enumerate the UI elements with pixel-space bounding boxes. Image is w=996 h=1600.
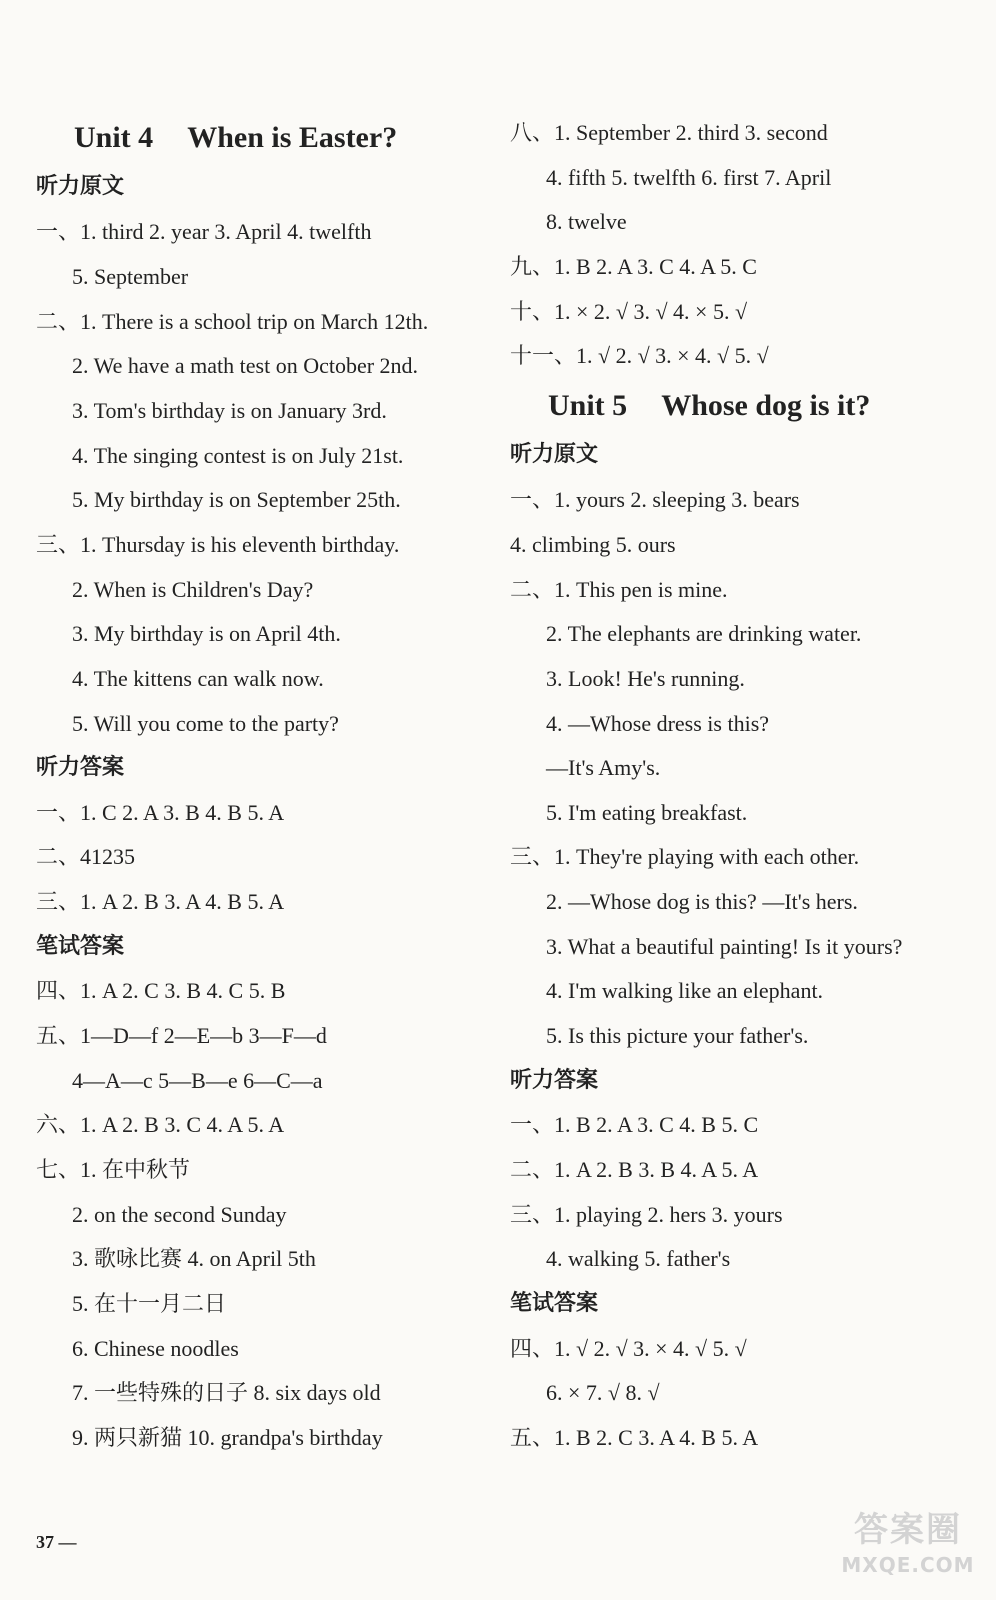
unit4-listening-text-line: 二、1. There is a school trip on March 12th.	[36, 309, 429, 334]
unit4-written-answer-line: 七、1. 在中秋节	[36, 1157, 191, 1182]
unit5-written-answers-heading: 笔试答案	[510, 1291, 599, 1316]
unit5-listening-answers-heading: 听力答案	[510, 1068, 599, 1093]
unit4-written-answer-line: 2. on the second Sunday	[72, 1202, 287, 1227]
unit4-listening-text-line: 4. The singing contest is on July 21st.	[72, 443, 404, 468]
unit5-listening-text-line: 4. climbing 5. ours	[510, 532, 676, 557]
unit4-written-answer-line: 四、1. A 2. C 3. B 4. C 5. B	[36, 978, 286, 1003]
unit4-written-answer-line: 4. fifth 5. twelfth 6. first 7. April	[546, 165, 832, 190]
unit4-written-answer-line: 五、1—D—f 2—E—b 3—F—d	[36, 1023, 327, 1048]
unit4-listening-text-line: 3. Tom's birthday is on January 3rd.	[72, 398, 387, 423]
unit4-title	[74, 118, 397, 158]
watermark-logo	[838, 1508, 978, 1588]
unit4-title-unit: Unit 4	[74, 121, 154, 154]
unit5-listening-text-line: 2. —Whose dog is this? —It's hers.	[546, 889, 858, 914]
unit4-listening-text-line: 5. September	[72, 264, 189, 289]
unit5-listening-answer-line: 4. walking 5. father's	[546, 1246, 731, 1271]
unit5-title	[548, 386, 870, 426]
unit4-listening-answers-heading: 听力答案	[36, 755, 125, 780]
unit5-listening-text-line: 5. Is this picture your father's.	[546, 1023, 809, 1048]
unit5-listening-answer-line: 二、1. A 2. B 3. B 4. A 5. A	[510, 1157, 759, 1182]
unit4-listening-text-line: 2. When is Children's Day?	[72, 577, 314, 602]
unit5-listening-text-line: 4. —Whose dress is this?	[546, 711, 770, 736]
unit5-listening-text-line: 5. I'm eating breakfast.	[546, 800, 748, 825]
unit5-listening-text-line: 一、1. yours 2. sleeping 3. bears	[510, 487, 800, 512]
page-number: 37 —	[36, 1532, 77, 1552]
unit5-written-answer-line: 四、1. √ 2. √ 3. × 4. √ 5. √	[510, 1336, 747, 1361]
unit5-written-answer-line: 五、1. B 2. C 3. A 4. B 5. A	[510, 1425, 759, 1450]
unit4-listening-text-line: 5. My birthday is on September 25th.	[72, 487, 401, 512]
unit5-listening-text-line: 3. What a beautiful painting! Is it yours?	[546, 934, 903, 959]
unit4-written-answer-line: 十一、1. √ 2. √ 3. × 4. √ 5. √	[510, 343, 769, 368]
unit4-listening-text-line: 3. My birthday is on April 4th.	[72, 621, 341, 646]
watermark-line1: 答案圈	[854, 1510, 962, 1550]
unit4-listening-text-line: 5. Will you come to the party?	[72, 711, 339, 736]
unit5-title-name: Whose dog is it?	[661, 389, 871, 422]
unit4-written-answer-line: 9. 两只新猫 10. grandpa's birthday	[72, 1425, 383, 1450]
unit4-listening-text-line: 2. We have a math test on October 2nd.	[72, 353, 419, 378]
unit4-listening-answer-line: 一、1. C 2. A 3. B 4. B 5. A	[36, 800, 285, 825]
unit5-listening-text-line: 3. Look! He's running.	[546, 666, 745, 691]
unit5-listening-text-line: —It's Amy's.	[546, 755, 661, 780]
unit5-listening-text-line: 4. I'm walking like an elephant.	[546, 978, 824, 1003]
unit4-written-answer-line: 八、1. September 2. third 3. second	[510, 120, 828, 145]
unit4-written-answer-line: 7. 一些特殊的日子 8. six days old	[72, 1380, 381, 1405]
unit5-written-answer-line: 6. × 7. √ 8. √	[546, 1380, 660, 1405]
unit5-listening-text-line: 2. The elephants are drinking water.	[546, 621, 862, 646]
unit4-listening-text-heading: 听力原文	[36, 174, 125, 199]
unit4-listening-answer-line: 二、41235	[36, 844, 136, 869]
unit4-listening-answer-line: 三、1. A 2. B 3. A 4. B 5. A	[36, 889, 285, 914]
unit5-listening-text-line: 二、1. This pen is mine.	[510, 577, 728, 602]
unit4-written-answer-line: 3. 歌咏比赛 4. on April 5th	[72, 1246, 316, 1271]
unit5-listening-answer-line: 三、1. playing 2. hers 3. yours	[510, 1202, 783, 1227]
unit4-written-answer-line: 九、1. B 2. A 3. C 4. A 5. C	[510, 254, 757, 279]
unit5-listening-text-heading: 听力原文	[510, 442, 599, 467]
unit5-listening-text-line: 三、1. They're playing with each other.	[510, 844, 860, 869]
unit4-written-answer-line: 6. Chinese noodles	[72, 1336, 239, 1361]
unit4-written-answer-line: 4—A—c 5—B—e 6—C—a	[72, 1068, 323, 1093]
unit4-written-answer-line: 8. twelve	[546, 209, 627, 234]
unit5-title-unit: Unit 5	[548, 389, 628, 422]
unit5-listening-answer-line: 一、1. B 2. A 3. C 4. B 5. C	[510, 1112, 759, 1137]
unit4-written-answer-line: 十、1. × 2. √ 3. √ 4. × 5. √	[510, 299, 748, 324]
unit4-written-answers-heading: 笔试答案	[36, 934, 125, 959]
unit4-title-name: When is Easter?	[187, 121, 398, 154]
unit4-listening-text-line: 4. The kittens can walk now.	[72, 666, 324, 691]
unit4-listening-text-line: 三、1. Thursday is his eleventh birthday.	[36, 532, 400, 557]
watermark-line2: MXQE.COM	[841, 1553, 975, 1577]
unit4-listening-text-line: 一、1. third 2. year 3. April 4. twelfth	[36, 219, 372, 244]
unit4-written-answer-line: 六、1. A 2. B 3. C 4. A 5. A	[36, 1112, 285, 1137]
unit4-written-answer-line: 5. 在十一月二日	[72, 1291, 227, 1316]
